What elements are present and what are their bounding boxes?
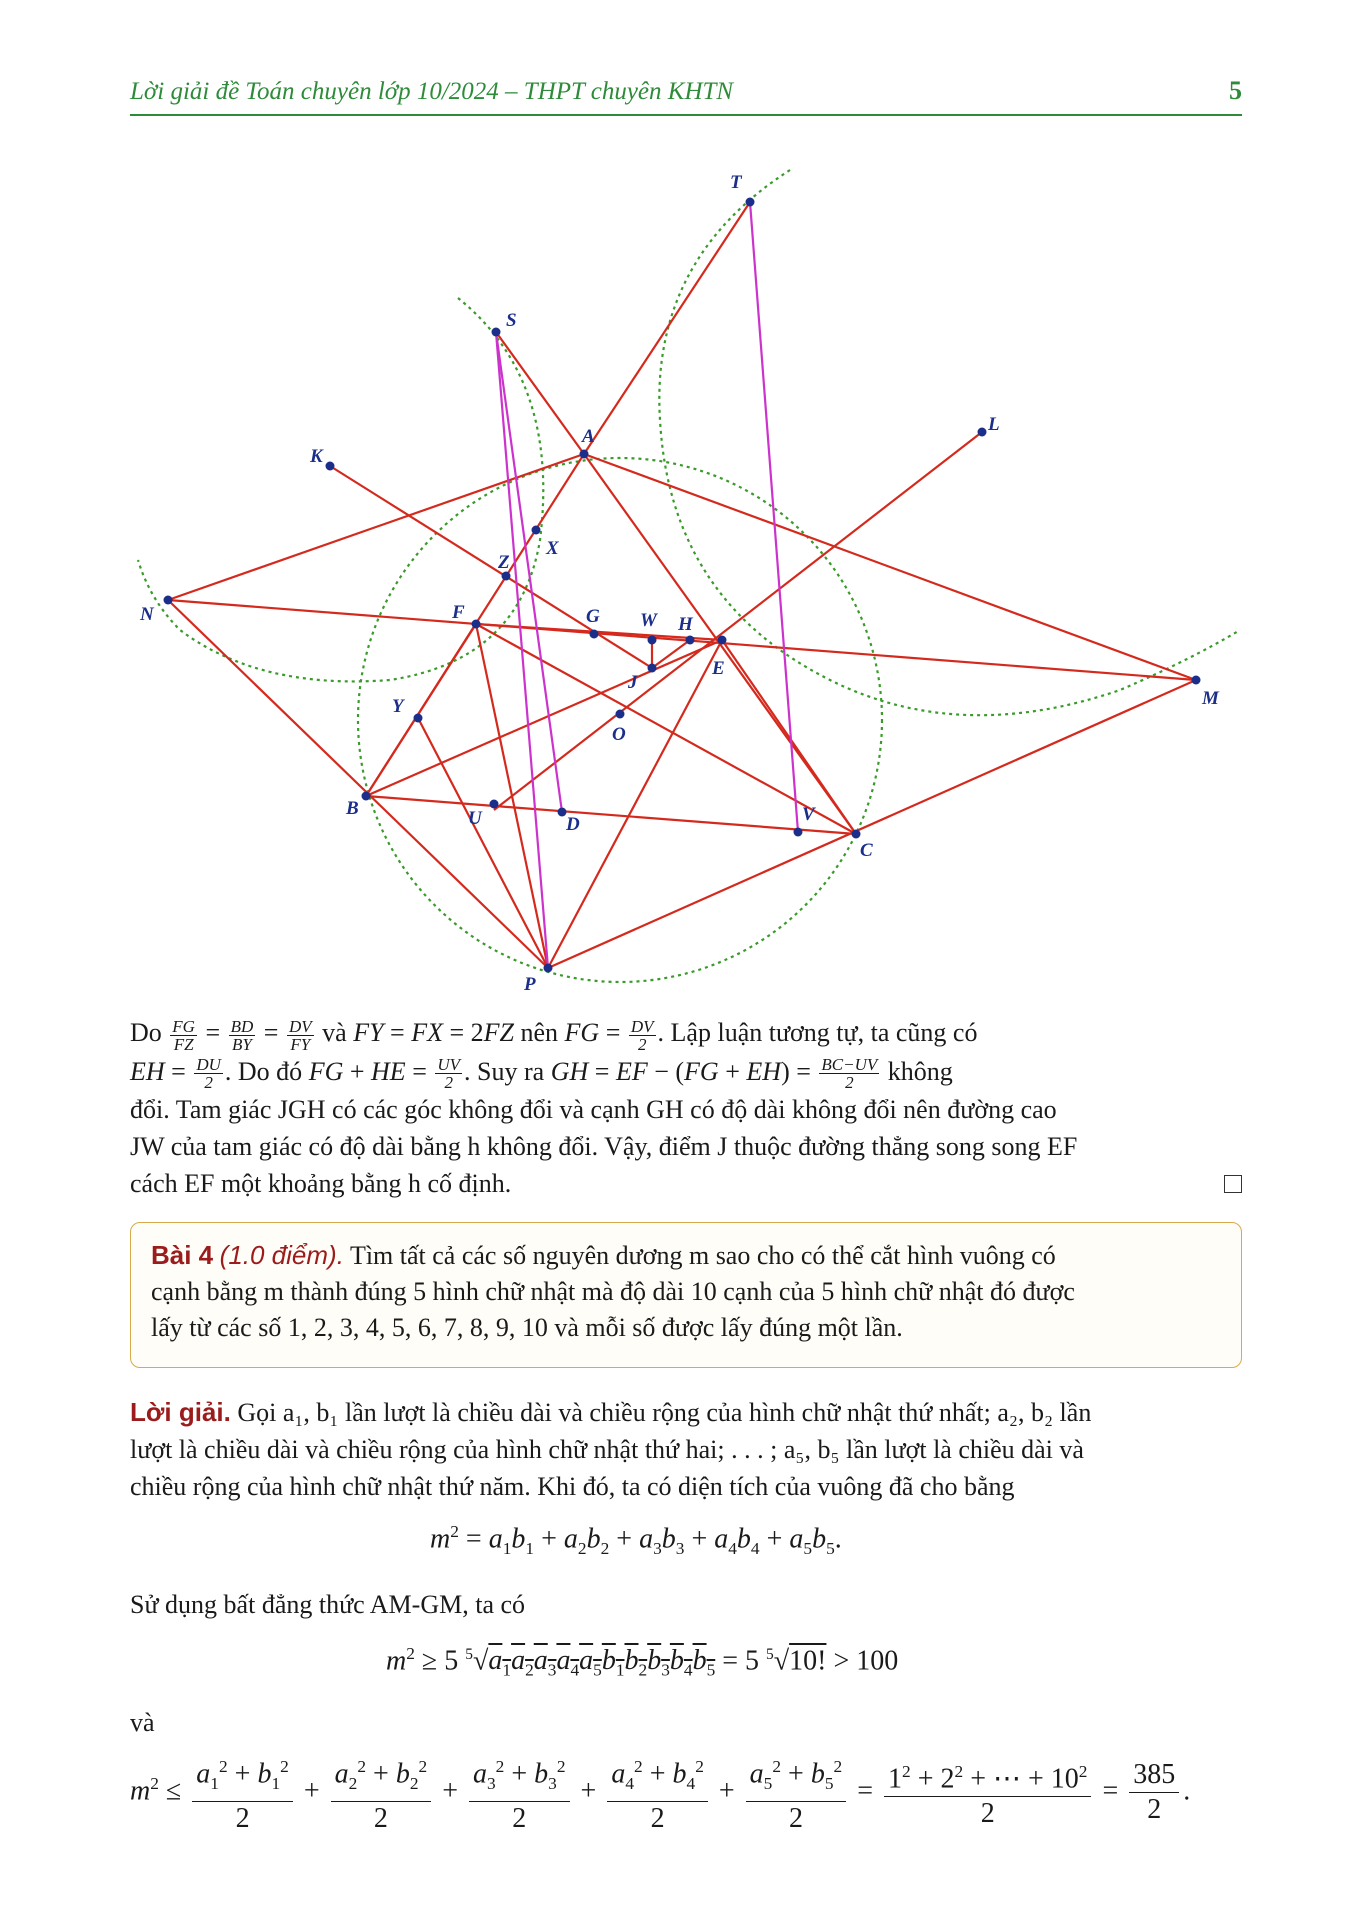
solution-line-1: Gọi a₁, b₁ lần lượt là chiều dài và chiều rộng của hình chữ nhật thứ nhất; a₂, b₂ lần — [237, 1398, 1092, 1427]
problem-title: Bài 4 — [151, 1240, 214, 1270]
header-title: Lời giải đề Toán chuyên lớp 10/2024 – THPT chuyên KHTN — [130, 78, 734, 105]
red-lines — [168, 202, 1196, 968]
figure-points — [164, 198, 1201, 973]
page-header — [130, 74, 1242, 116]
point-V — [794, 828, 803, 837]
label-D: D — [566, 814, 580, 835]
proof-line-1: Do $\frac{FG}{FZ}$ = $\frac{BD}{BY}$ = $\frac{DV}{FY}$ và FY = FX = 2FZ nên FG = $\frac{DV}{2}$ . Lập luận tương tự, ta cũng có — [130, 1016, 978, 1054]
label-P: P — [524, 974, 536, 995]
label-T: T — [730, 172, 742, 193]
label-N: N — [140, 604, 154, 625]
label-G: G — [586, 606, 600, 627]
point-N — [164, 596, 173, 605]
label-B: B — [346, 798, 359, 819]
label-Z: Z — [498, 552, 510, 573]
point-C — [852, 830, 861, 839]
label-W: W — [640, 610, 657, 631]
point-X — [532, 526, 541, 535]
geometry-figure — [0, 150, 1360, 1010]
label-Y: Y — [392, 696, 404, 717]
problem-line-3: lấy từ các số 1, 2, 3, 4, 5, 6, 7, 8, 9, 10 và mỗi số được lấy đúng một lần. — [151, 1313, 903, 1342]
and-word: và — [130, 1708, 155, 1737]
point-B — [362, 792, 371, 801]
proof-line-3: đổi. Tam giác JGH có các góc không đổi và cạnh GH có độ dài không đổi nên đường cao — [130, 1095, 1057, 1125]
point-O — [616, 710, 625, 719]
label-F: F — [452, 602, 465, 623]
point-M — [1192, 676, 1201, 685]
upper-bound-inequality: $m^2$ ≤ $\frac{a_1^2 + b_1^2}{2}$ + $\frac{a_2^2 + b_2^2}{2}$ + $\frac{a_3^2 + b_3^2}{2}$ + $\frac{a_4^2 + b_4^2}{2}$ + $\frac{a_5^2 + b_5^2}{2}$ = $\frac{1^2 + 2^2 + \cdots + 10^2}{2}$ = $\frac{385}{2}$ . — [130, 1750, 1190, 1836]
proof-line-2: EH = $\frac{DU}{2}$ . Do đó FG + HE = $\frac{UV}{2}$ . Suy ra GH = EF − (FG + EH) = $\frac{BC-UV}{2}$ không — [130, 1055, 953, 1093]
point-Y — [414, 714, 423, 723]
qed-square — [1224, 1175, 1242, 1193]
label-V: V — [802, 804, 815, 825]
solution-line-2: lượt là chiều dài và chiều rộng của hình chữ nhật thứ hai; . . . ; a₅, b₅ lần lượt là chiều dài và — [130, 1435, 1084, 1464]
point-S — [492, 328, 501, 337]
proof-line-5: cách EF một khoảng bằng h cố định. — [130, 1165, 1242, 1202]
label-E: E — [712, 658, 725, 679]
solution-paragraph — [130, 1394, 1242, 1505]
problem-line-1: Tìm tất cả các số nguyên dương m sao cho có thể cắt hình vuông có — [349, 1241, 1056, 1270]
point-J — [648, 664, 657, 673]
label-M: M — [1202, 688, 1219, 709]
point-E — [718, 636, 727, 645]
label-J: J — [628, 672, 638, 693]
arc-right — [659, 170, 1240, 715]
point-L — [978, 428, 987, 437]
label-H: H — [678, 614, 693, 635]
point-T — [746, 198, 755, 207]
point-U — [490, 800, 499, 809]
label-O: O — [612, 724, 626, 745]
label-X: X — [546, 538, 559, 559]
magenta-lines — [496, 202, 798, 968]
problem-text — [151, 1237, 1223, 1346]
point-K — [326, 462, 335, 471]
label-L: L — [988, 414, 1000, 435]
page-number: 5 — [1229, 76, 1242, 105]
label-A: A — [582, 426, 595, 447]
point-F — [472, 620, 481, 629]
dotted-circles — [138, 170, 1240, 982]
proof-paragraph — [130, 1014, 1242, 1202]
solution-line-3: chiều rộng của hình chữ nhật thứ năm. Khi đó, ta có diện tích của vuông đã cho bằng — [130, 1472, 1015, 1501]
amgm-inequality: $m^2 \ge 5$ $^5√a_1a_2a_3a_4a_5b_1b_2b_3b_4b_5 = 5$ $^5$√10! > 100 — [386, 1644, 899, 1680]
point-W — [648, 636, 657, 645]
label-K: K — [310, 446, 323, 467]
point-P — [544, 964, 553, 973]
solution-title: Lời giải. — [130, 1397, 231, 1427]
problem-points: (1.0 điểm). — [219, 1240, 344, 1270]
point-G — [590, 630, 599, 639]
label-U: U — [468, 808, 482, 829]
point-A — [580, 450, 589, 459]
label-C: C — [860, 840, 873, 861]
point-H — [686, 636, 695, 645]
problem-box — [130, 1222, 1242, 1368]
problem-line-2: cạnh bằng m thành đúng 5 hình chữ nhật mà độ dài 10 cạnh của 5 hình chữ nhật đó được — [151, 1277, 1075, 1306]
label-S: S — [506, 310, 517, 331]
proof-line-4: JW của tam giác có độ dài bằng h không đổi. Vậy, điểm J thuộc đường thẳng song song EF — [130, 1132, 1078, 1162]
area-equation: $m^2 = a_1b_1 + a_2b_2 + a_3b_3 + a_4b_4 + a_5b_5$. — [430, 1522, 842, 1558]
circumcircle — [358, 458, 882, 982]
amgm-intro: Sử dụng bất đẳng thức AM-GM, ta có — [130, 1590, 526, 1619]
